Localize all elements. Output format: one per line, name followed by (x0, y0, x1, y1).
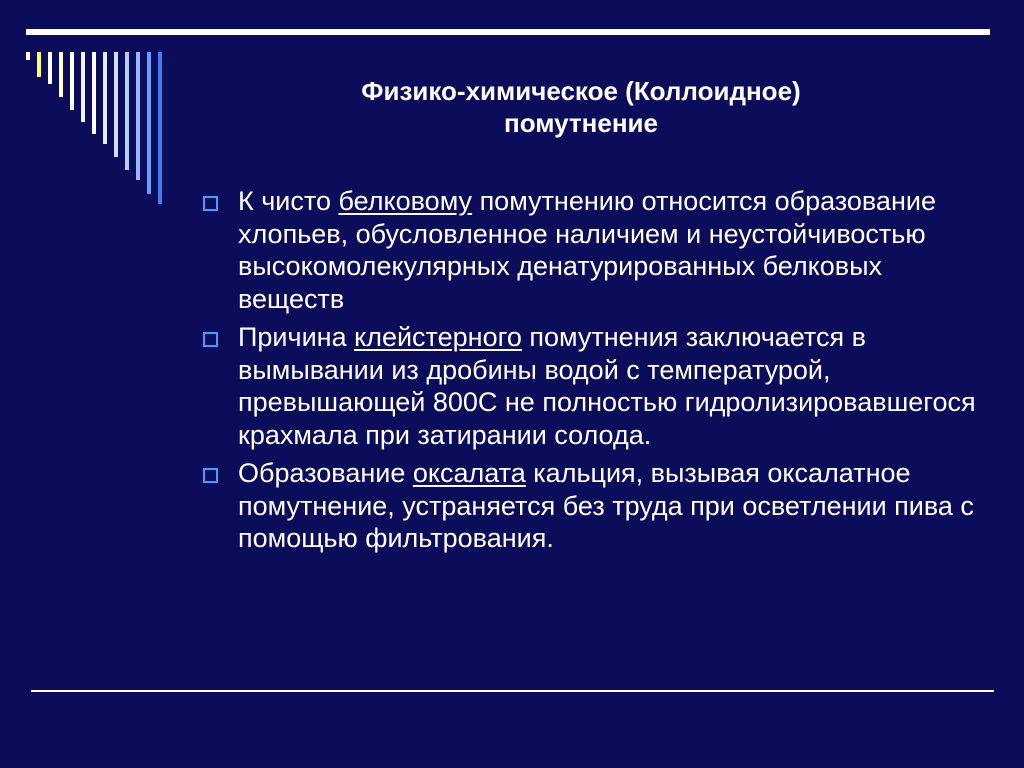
decorative-stripes (0, 0, 180, 220)
bullet-text-after: помутнению относится образование хлопьев, обусловленное наличием и неустойчивостью высокомолекулярных денатурированных белковых веществ (238, 186, 936, 314)
slide-title (236, 75, 926, 139)
bullet-text-before: Причина (238, 322, 355, 352)
stripe (103, 52, 107, 144)
stripe (114, 52, 118, 157)
stripe (125, 52, 129, 170)
square-bullet-icon (203, 332, 218, 347)
bullet-item (200, 457, 990, 555)
underlined-term: оксалата (412, 458, 526, 488)
underlined-term: клейстерного (354, 322, 522, 352)
bullet-item (200, 321, 990, 451)
bullet-text-after: помутнения заключается в вымывании из дробины водой с температурой, превышающей 800С не полностью гидролизировавшегося крахмала при затирании солода. (238, 322, 976, 450)
title-line-1: Физико-химическое (Коллоидное) (361, 76, 801, 106)
bullet-list (200, 185, 990, 561)
stripe (37, 52, 41, 77)
title-line-2: помутнение (504, 108, 658, 138)
bullet-item (200, 185, 990, 315)
stripe (81, 52, 85, 122)
stripe (48, 52, 52, 84)
square-bullet-icon (203, 468, 218, 483)
stripe (59, 52, 63, 97)
stripe (26, 52, 30, 60)
stripe (70, 52, 74, 110)
bullet-text-before: К чисто (238, 186, 339, 216)
stripe (147, 52, 151, 194)
underlined-term: белковому (338, 186, 473, 216)
bullet-text-before: Образование (238, 458, 413, 488)
stripe (92, 52, 96, 134)
stripe (136, 52, 140, 180)
bullet-text-after: кальция, вызывая оксалатное помутнение, устраняется без труда при осветлении пива с помощью фильтрования. (238, 458, 974, 553)
stripe (158, 52, 162, 204)
bottom-rule (31, 690, 994, 692)
square-bullet-icon (203, 196, 218, 211)
